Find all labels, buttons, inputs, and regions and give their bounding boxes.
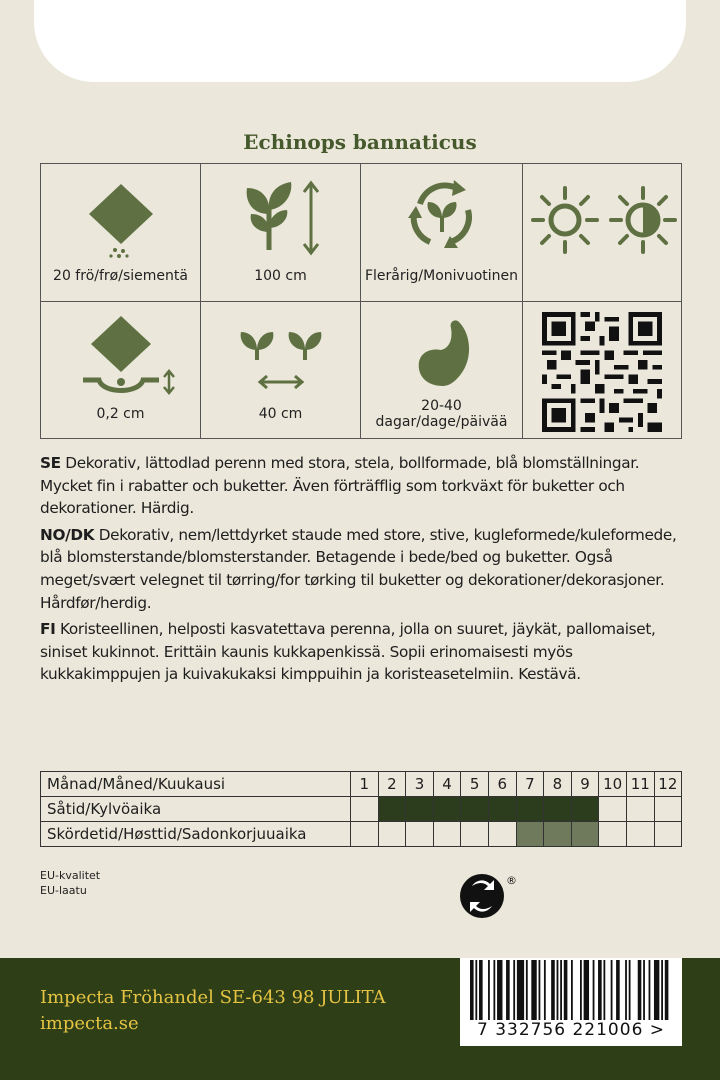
height-caption: 100 cm — [254, 268, 307, 284]
ean-barcode — [460, 958, 682, 1046]
sow-cell-10 — [599, 797, 627, 822]
sow-cell-5 — [461, 797, 489, 822]
height-cell — [201, 164, 361, 302]
calendar-sow-row — [41, 797, 682, 822]
lifecycle-cell — [361, 164, 523, 302]
month-7: 7 — [516, 772, 544, 797]
company-website[interactable]: impecta.se — [40, 1013, 139, 1034]
barcode-bar-24 — [616, 960, 620, 1020]
harvest-cell-6 — [488, 822, 516, 847]
hanger-cutout — [34, 0, 686, 82]
barcode-bar-4 — [493, 960, 495, 1020]
lang-tag-no: NO/DK — [40, 525, 95, 544]
germination-seed-icon — [413, 318, 475, 388]
harvest-cell-11 — [626, 822, 654, 847]
barcode-bar-18 — [580, 960, 582, 1020]
month-1: 1 — [351, 772, 379, 797]
lang-tag-fi: FI — [40, 620, 56, 639]
calendar-harvest-row — [41, 822, 682, 847]
barcode-bar-16 — [564, 960, 568, 1020]
germination-cell — [361, 302, 523, 438]
description-text — [40, 452, 685, 690]
barcode-bar-17 — [571, 960, 573, 1020]
barcode-bar-3 — [488, 960, 490, 1020]
barcode-bar-12 — [544, 960, 546, 1020]
barcode-bars — [470, 960, 672, 1020]
sow-cell-2 — [378, 797, 406, 822]
month-11: 11 — [626, 772, 654, 797]
species-title: Echinops bannaticus — [243, 130, 477, 154]
month-5: 5 — [461, 772, 489, 797]
sow-cell-7 — [516, 797, 544, 822]
germination-caption — [361, 398, 522, 430]
harvest-cell-1 — [351, 822, 379, 847]
seeds-cell — [41, 164, 201, 302]
barcode-bar-31 — [661, 960, 663, 1020]
text-se: Dekorativ, lättodlad perenn med stora, stela, bollformade, blå blomställningar. Mycket fin i rabatter och buketter. Även förträfflig som torkväxt för buketter och dekorationer. Härdig. — [40, 454, 640, 518]
calendar-sow-label: Såtid/Kylvöaika — [41, 797, 351, 822]
month-6: 6 — [488, 772, 516, 797]
spacing-cell — [201, 302, 361, 438]
info-grid — [40, 163, 682, 439]
eu-quality-fi: EU-laatu — [40, 884, 87, 897]
seeds-caption: 20 frö/frø/siementä — [53, 268, 188, 284]
spacing-caption: 40 cm — [258, 406, 303, 422]
sun-cell — [523, 164, 681, 302]
barcode-bar-8 — [517, 960, 524, 1020]
barcode-bar-23 — [611, 960, 613, 1020]
barcode-bar-25 — [625, 960, 627, 1020]
description-no — [40, 524, 685, 614]
harvest-cell-4 — [433, 822, 461, 847]
barcode-bar-7 — [513, 960, 515, 1020]
barcode-bar-0 — [470, 960, 474, 1020]
barcode-bar-1 — [475, 960, 477, 1020]
barcode-bar-5 — [497, 960, 502, 1020]
barcode-bar-2 — [479, 960, 483, 1020]
sow-cell-11 — [626, 797, 654, 822]
perennial-cycle-icon — [406, 178, 478, 254]
calendar-harvest-label: Skördetid/Høsttid/Sadonkorjuuaika — [41, 822, 351, 847]
month-10: 10 — [599, 772, 627, 797]
harvest-cell-2 — [378, 822, 406, 847]
barcode-bar-9 — [526, 960, 528, 1020]
sowing-calendar — [40, 771, 682, 847]
barcode-bar-29 — [649, 960, 651, 1020]
barcode-bar-28 — [643, 960, 645, 1020]
barcode-bar-15 — [560, 960, 562, 1020]
barcode-bar-20 — [593, 960, 595, 1020]
month-9: 9 — [571, 772, 599, 797]
barcode-bar-10 — [531, 960, 536, 1020]
sow-cell-1 — [351, 797, 379, 822]
registered-mark: ® — [506, 874, 517, 887]
footer-address — [40, 985, 386, 1037]
barcode-bar-13 — [551, 960, 555, 1020]
green-dot-recycle-icon — [458, 872, 522, 922]
harvest-cell-10 — [599, 822, 627, 847]
depth-cell — [41, 302, 201, 438]
lang-tag-se: SE — [40, 454, 61, 472]
barcode-number: 7 332756 221006 > — [476, 1020, 666, 1040]
sowing-depth-icon — [77, 312, 177, 402]
description-fi — [40, 618, 685, 686]
description-se — [40, 452, 685, 520]
plant-height-icon — [241, 178, 327, 258]
eu-quality — [40, 868, 100, 898]
month-2: 2 — [378, 772, 406, 797]
month-4: 4 — [433, 772, 461, 797]
barcode-bar-14 — [557, 960, 559, 1020]
barcode-bar-30 — [654, 960, 659, 1020]
calendar-month-label: Månad/Måned/Kuukausi — [41, 772, 351, 797]
barcode-bar-6 — [506, 960, 510, 1020]
text-fi: Koristeellinen, helposti kasvatettava perenna, jolla on suuret, jäykät, pallomaiset, siniset kukinnot. Erittäin kaunis kukkapenkissä. Sopii erinomaisesti myös kukkakimppujen ja kuivakukaksi kimppuihin ja koristeasetelmiin. Kestävä. — [40, 620, 656, 684]
harvest-cell-3 — [406, 822, 434, 847]
seed-packet-icon — [81, 178, 161, 260]
harvest-cell-12 — [654, 822, 682, 847]
month-8: 8 — [544, 772, 572, 797]
sow-cell-4 — [433, 797, 461, 822]
barcode-bar-11 — [539, 960, 541, 1020]
barcode-bar-26 — [629, 960, 631, 1020]
sow-cell-12 — [654, 797, 682, 822]
barcode-bar-32 — [665, 960, 669, 1020]
month-3: 3 — [406, 772, 434, 797]
month-12: 12 — [654, 772, 682, 797]
barcode-bar-19 — [584, 960, 589, 1020]
barcode-bar-21 — [598, 960, 602, 1020]
lifecycle-caption: Flerårig/Monivuotinen — [364, 268, 518, 284]
eu-quality-se: EU-kvalitet — [40, 869, 101, 882]
sow-cell-9 — [571, 797, 599, 822]
sun-partial-shade-icon — [529, 184, 677, 256]
harvest-cell-8 — [544, 822, 572, 847]
barcode-bar-22 — [603, 960, 605, 1020]
qr-code-icon[interactable] — [542, 312, 662, 432]
harvest-cell-5 — [461, 822, 489, 847]
depth-caption: 0,2 cm — [96, 406, 145, 422]
germination-days: 20-40 — [421, 398, 462, 414]
sow-cell-6 — [488, 797, 516, 822]
sow-cell-8 — [544, 797, 572, 822]
calendar-header-row — [41, 772, 682, 797]
harvest-cell-7 — [516, 822, 544, 847]
company-address: Impecta Fröhandel SE-643 98 JULITA — [40, 987, 386, 1008]
text-no: Dekorativ, nem/lettdyrket staude med store, stive, kugleformede/kuleformede, blå blomsterstande/blomsterstander. Betagende i bede/bed og buketter. Også meget/svært velegnet til tørring/for tørking til buketter og dekorationer/dekorasjoner. Hårdfør/herdig. — [40, 525, 677, 612]
plant-spacing-icon — [235, 330, 327, 394]
harvest-cell-9 — [571, 822, 599, 847]
sow-cell-3 — [406, 797, 434, 822]
qr-cell — [523, 302, 681, 438]
germination-unit: dagar/dage/päivää — [375, 414, 508, 430]
barcode-bar-27 — [638, 960, 642, 1020]
